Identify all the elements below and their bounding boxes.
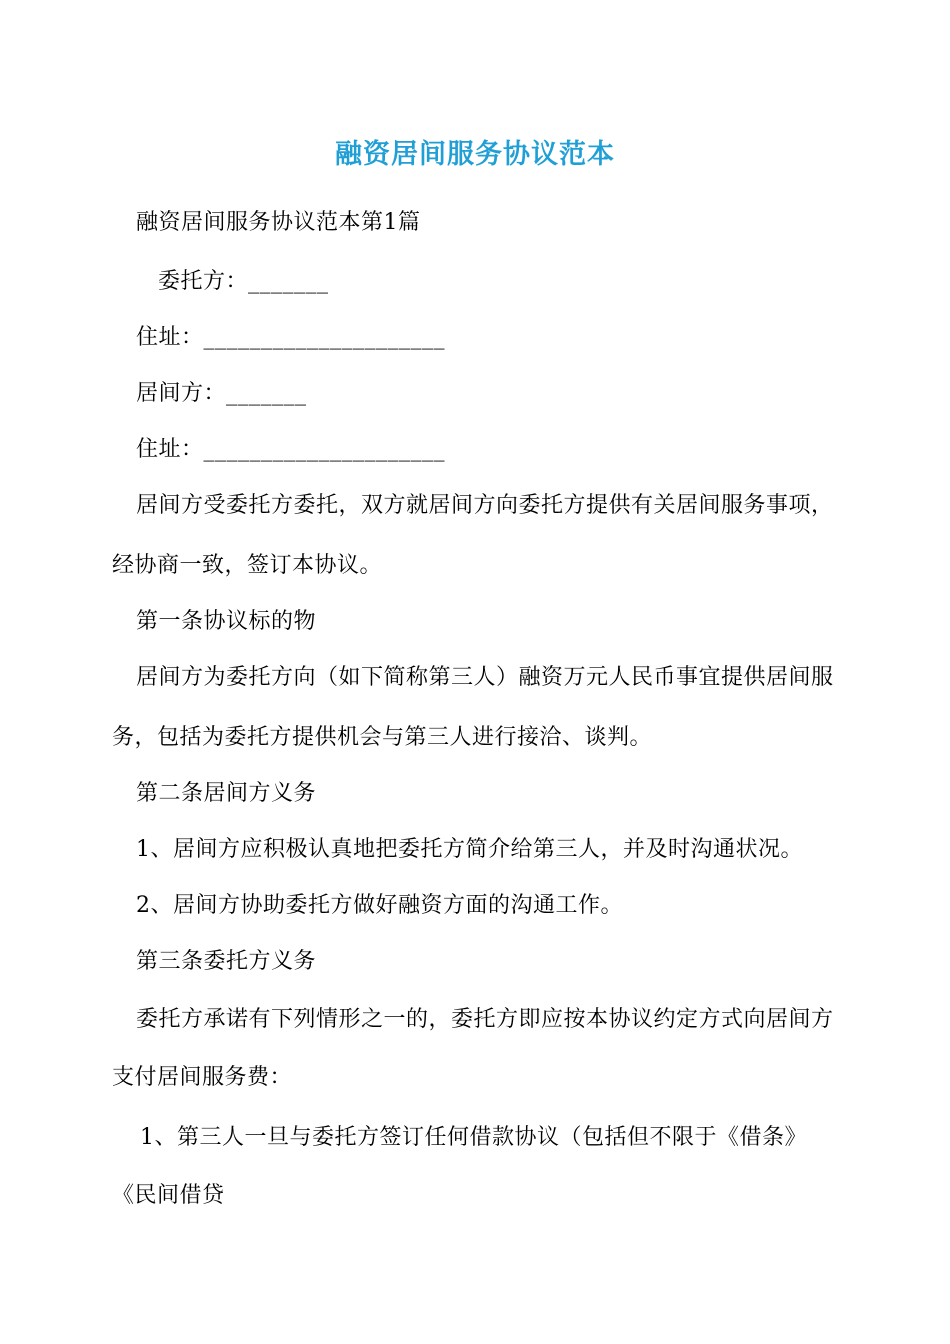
client-field: 委托方：_______ — [158, 269, 329, 294]
paragraph-line: 务，包括为委托方提供机会与第三人进行接洽、谈判。 — [112, 725, 653, 750]
client-address-field: 住址：_____________________ — [136, 325, 446, 350]
intermediary-field: 居间方：_______ — [136, 381, 307, 406]
paragraph-line: 居间方为委托方向（如下简称第三人）融资万元人民币事宜提供居间服 — [136, 665, 834, 690]
article-heading: 第二条居间方义务 — [136, 781, 317, 806]
paragraph-line: 委托方承诺有下列情形之一的，委托方即应按本协议约定方式向居间方 — [136, 1007, 834, 1032]
section-heading: 融资居间服务协议范本第1篇 — [136, 210, 421, 235]
document-title: 融资居间服务协议范本 — [335, 139, 615, 170]
list-item: 1、第三人一旦与委托方签订任何借款协议（包括但不限于《借条》 — [140, 1125, 807, 1150]
list-item: 2、居间方协助委托方做好融资方面的沟通工作。 — [136, 893, 623, 918]
article-heading: 第一条协议标的物 — [136, 609, 317, 634]
list-item: 1、居间方应积极认真地把委托方简介给第三人，并及时沟通状况。 — [136, 837, 803, 862]
intermediary-address-field: 住址：_____________________ — [136, 437, 446, 462]
paragraph-line: 居间方受委托方委托，双方就居间方向委托方提供有关居间服务事项， — [136, 493, 834, 518]
paragraph-line: 经协商一致，签订本协议。 — [112, 553, 383, 578]
paragraph-line: 《民间借贷 — [112, 1183, 225, 1208]
article-heading: 第三条委托方义务 — [136, 949, 317, 974]
paragraph-line: 支付居间服务费： — [112, 1065, 293, 1090]
